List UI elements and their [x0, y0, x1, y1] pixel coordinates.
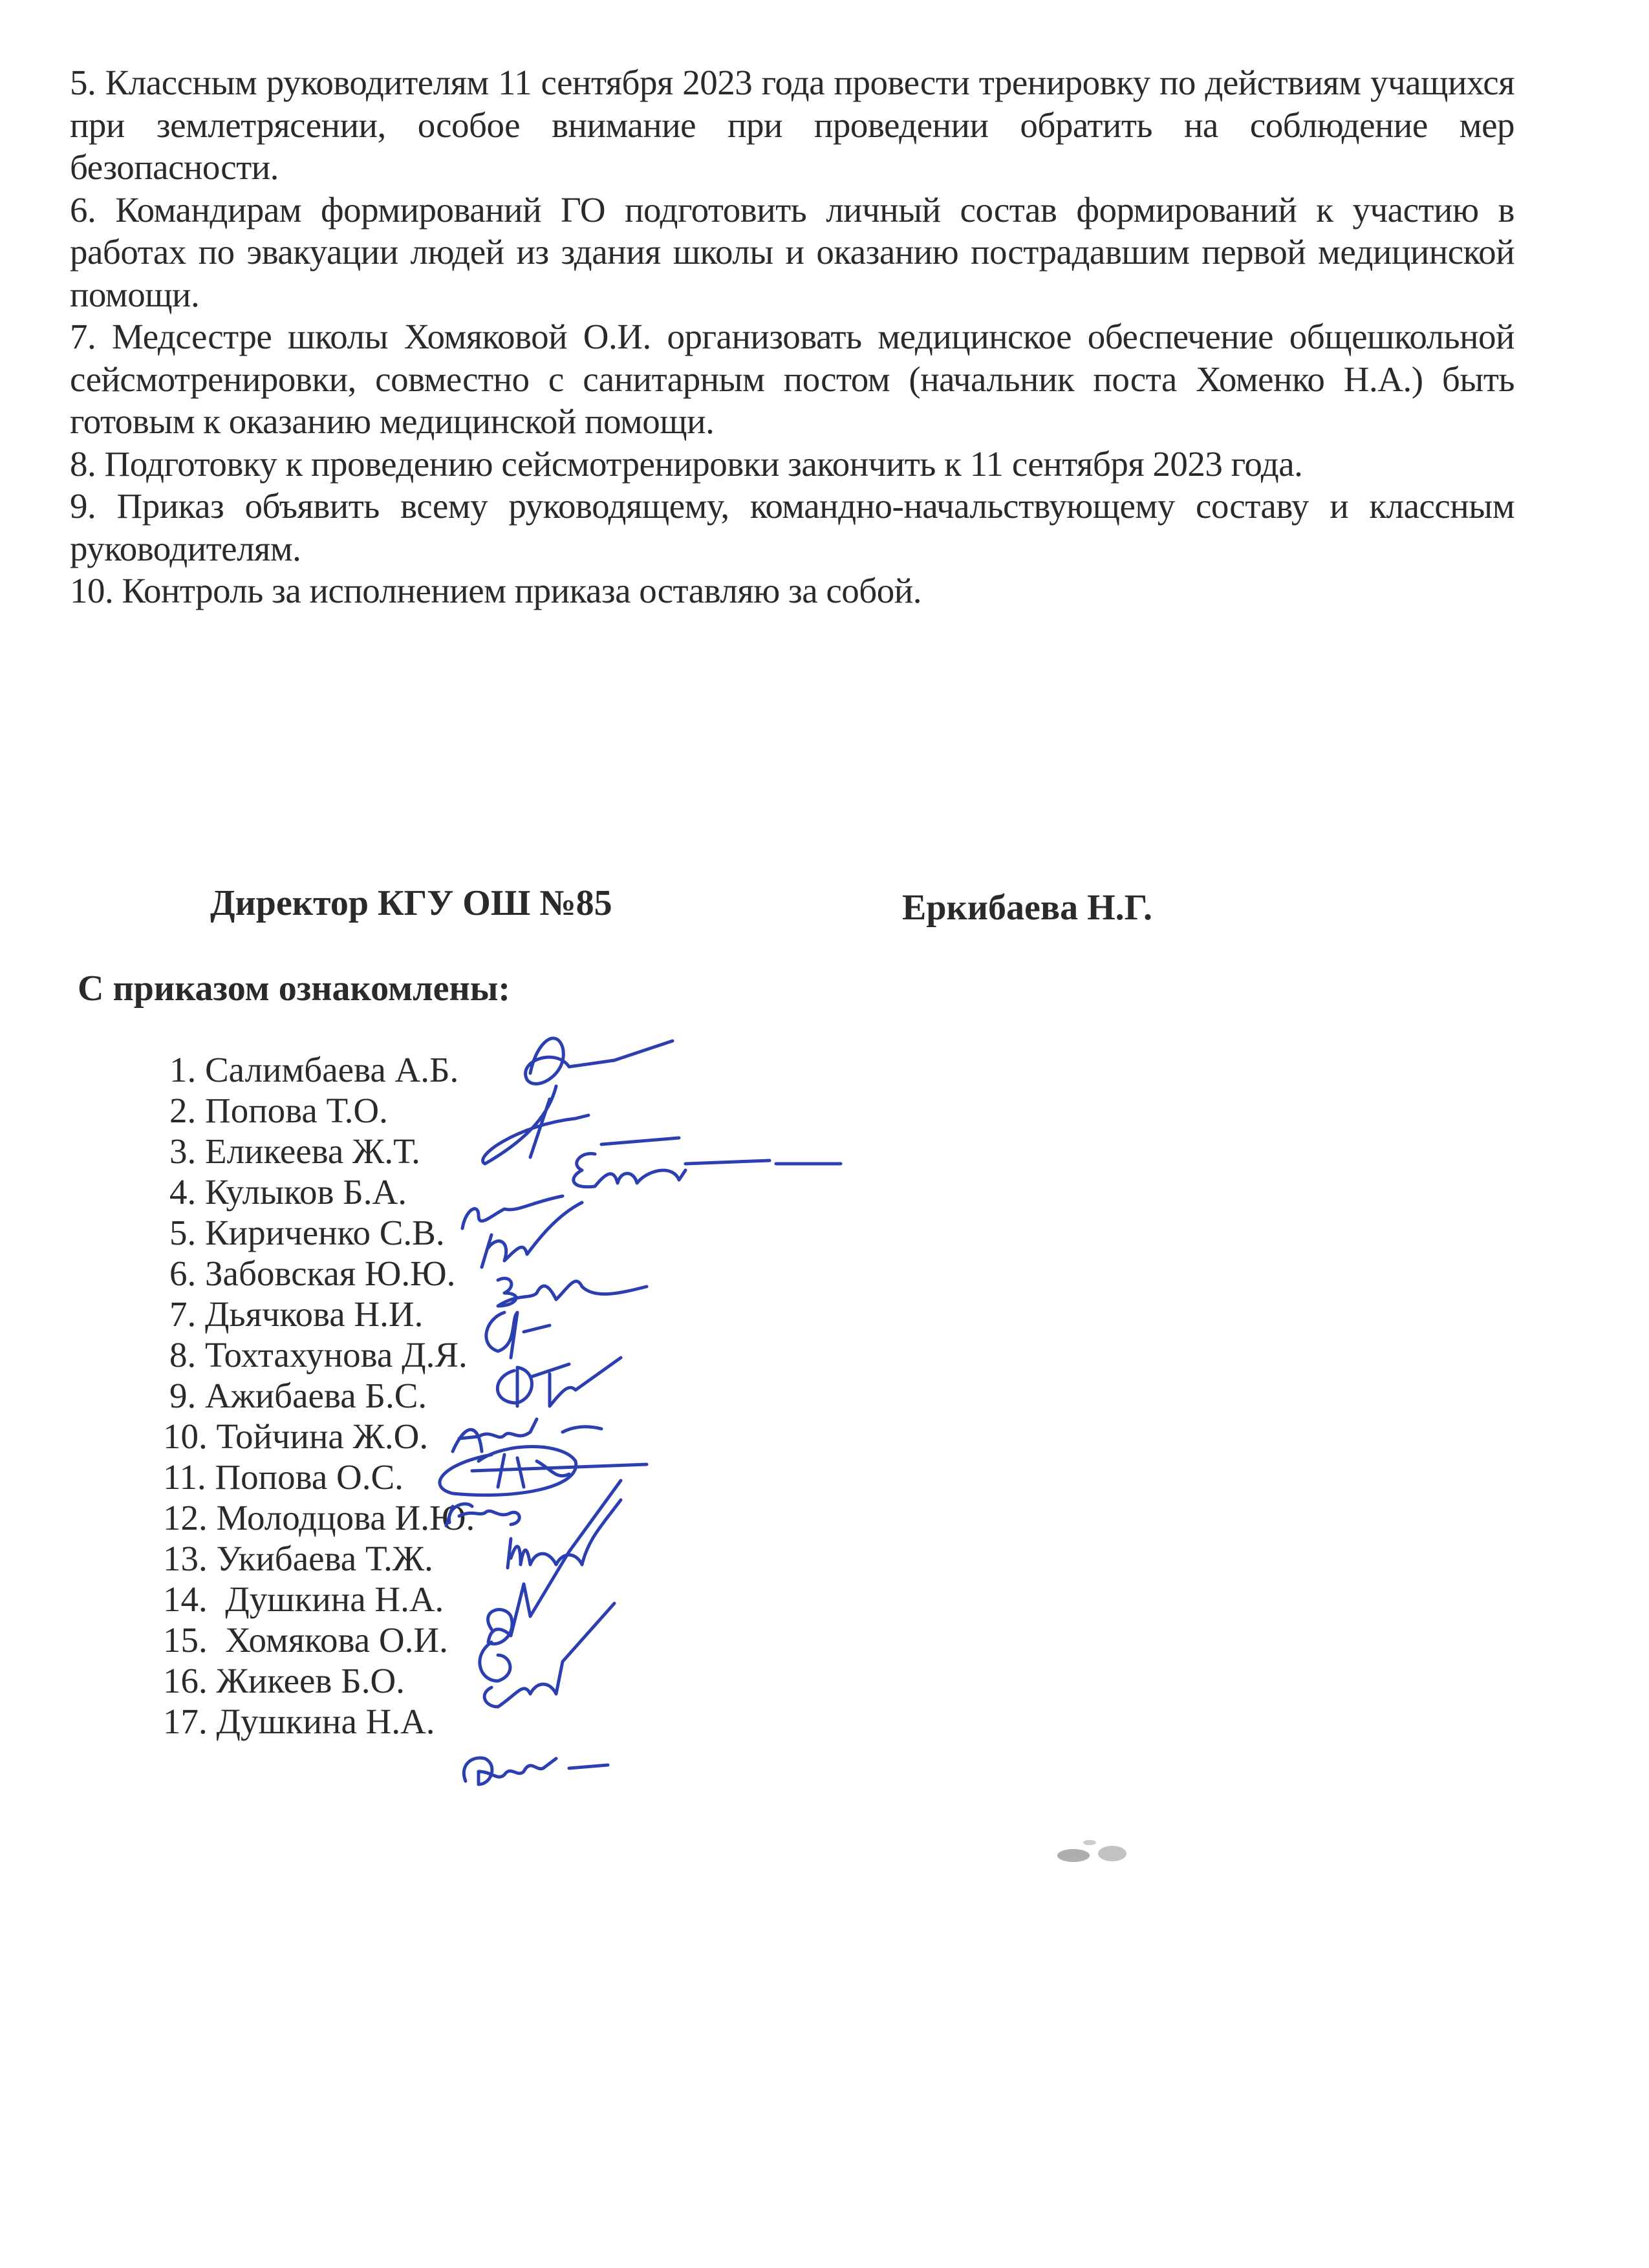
order-item-8: 8. Подготовку к проведению сейсмотренировки закончить к 11 сентября 2023 года. — [70, 444, 1303, 484]
list-item: 17. Душкина Н.А. — [163, 1702, 435, 1741]
list-item: 13. Укибаева Т.Ж. — [163, 1539, 433, 1578]
signature-10 — [440, 1447, 647, 1495]
signature-2 — [483, 1086, 841, 1164]
order-item-7: 7. Медсестре школы Хомяковой О.И. организовать медицинское обеспечение общешкольной сейсмотренировки, совместно с санитарным постом (начальник поста Хоменко Н.А.) быть готовым к оказанию медицинской помощи. — [70, 317, 1514, 441]
list-item: 14. Душкина Н.А. — [163, 1579, 444, 1619]
signature-7 — [486, 1312, 550, 1358]
signature-9 — [453, 1419, 601, 1451]
order-item-5: 5. Классным руководителям 11 сентября 2023 года провести тренировку по действиям учащихся при землетрясении, особое внимание при проведении обратить на соблюдение мер безопасности. — [70, 63, 1514, 187]
list-item: 5. Кириченко С.В. — [169, 1213, 445, 1252]
list-item: 1. Салимбаева А.Б. — [169, 1050, 459, 1089]
signature-5 — [482, 1203, 582, 1267]
director-title: Директор КГУ ОШ №85 — [210, 883, 612, 923]
signature-14 — [480, 1603, 614, 1707]
list-item: 15. Хомякова О.И. — [163, 1620, 448, 1660]
director-name: Еркибаева Н.Г. — [902, 888, 1152, 928]
list-item: 11. Попова О.С. — [163, 1457, 404, 1497]
signature-3 — [574, 1138, 770, 1187]
signature-6 — [498, 1278, 647, 1306]
order-body — [70, 61, 1514, 612]
list-item: 9. Ажибаева Б.С. — [169, 1376, 427, 1415]
signature-8 — [497, 1358, 621, 1406]
list-item: 16. Жикеев Б.О. — [163, 1661, 405, 1700]
list-item: 7. Дьячкова Н.И. — [169, 1294, 424, 1334]
scan-smudge — [1051, 1837, 1135, 1863]
list-item: 8. Тохтахунова Д.Я. — [169, 1335, 468, 1375]
signature-13 — [488, 1481, 621, 1644]
list-item: 12. Молодцова И.Ю. — [163, 1498, 475, 1537]
signature-12 — [508, 1500, 621, 1568]
order-item-6: 6. Командирам формирований ГО подготовить личный состав формирований к участию в работах по эвакуации людей из здания школы и оказанию пострадавшим первой медицинской помощи. — [70, 189, 1514, 314]
signature-4 — [462, 1196, 563, 1228]
order-item-9: 9. Приказ объявить всему руководящему, командно-начальствующему составу и классным руководителям. — [70, 486, 1514, 568]
acknowledgement-heading: С приказом ознакомлены: — [78, 968, 511, 1009]
list-item: 6. Забовская Ю.Ю. — [169, 1254, 456, 1293]
list-item: 4. Кулыков Б.А. — [169, 1172, 407, 1212]
list-item: 10. Тойчина Ж.О. — [163, 1417, 429, 1456]
signature-15 — [464, 1758, 608, 1784]
list-item: 2. Попова Т.О. — [169, 1091, 388, 1130]
signature-1 — [526, 1038, 673, 1084]
order-item-10: 10. Контроль за исполнением приказа оставляю за собой. — [70, 571, 921, 610]
list-item: 3. Еликеева Ж.Т. — [169, 1131, 420, 1171]
